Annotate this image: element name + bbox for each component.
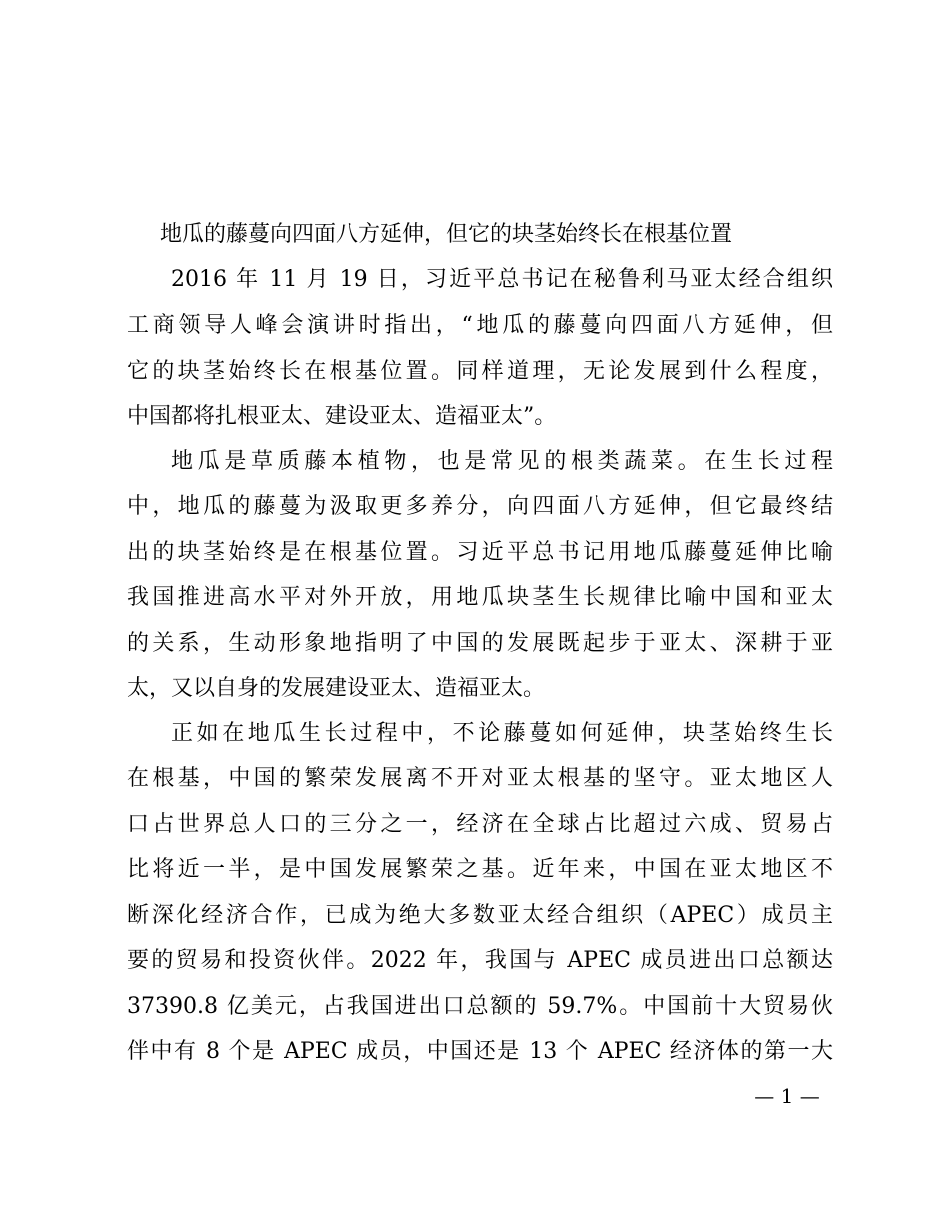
paragraph-3-line-3: 口占世界总人口的三分之一，经济在全球占比超过六成、贸易占 (127, 812, 833, 837)
paragraph-2-line-4: 我国推进高水平对外开放，用地瓜块茎生长规律比喻中国和亚太 (127, 585, 833, 610)
paragraph-1-line-4: 中国都将扎根亚太、建设亚太、造福亚太”。 (127, 404, 557, 429)
paragraph-3-line-4: 比将近一半，是中国发展繁荣之基。近年来，中国在亚太地区不 (127, 857, 833, 882)
paragraph-3-line-8: 伴中有 8 个是 APEC 成员，中国还是 13 个 APEC 经济体的第一大 (127, 1039, 833, 1064)
paragraph-2-line-2: 中，地瓜的藤蔓为汲取更多养分，向四面八方延伸，但它最终结 (127, 494, 833, 519)
paragraph-2-line-1: 地瓜是草质藤本植物，也是常见的根类蔬菜。在生长过程 (171, 449, 833, 474)
paragraph-3-line-7: 37390.8 亿美元，占我国进出口总额的 59.7%。中国前十大贸易伙 (127, 994, 833, 1019)
paragraph-3-line-1: 正如在地瓜生长过程中，不论藤蔓如何延伸，块茎始终生长 (171, 721, 833, 746)
paragraph-2-line-5: 的关系，生动形象地指明了中国的发展既起步于亚太、深耕于亚 (127, 631, 833, 656)
paragraph-2-line-3: 出的块茎始终是在根基位置。习近平总书记用地瓜藤蔓延伸比喻 (127, 540, 833, 565)
paragraph-3-line-2: 在根基，中国的繁荣发展离不开对亚太根基的坚守。亚太地区人 (127, 766, 833, 791)
paragraph-2-line-6: 太，又以自身的发展建设亚太、造福亚太。 (127, 676, 546, 701)
paragraph-1-line-2: 工商领导人峰会演讲时指出，“地瓜的藤蔓向四面八方延伸，但 (127, 313, 833, 338)
document-title: 地瓜的藤蔓向四面八方延伸，但它的块茎始终长在根基位置 (160, 222, 733, 247)
paragraph-3-line-5: 断深化经济合作，已成为绝大多数亚太经合组织（APEC）成员主 (127, 903, 833, 928)
paragraph-1-line-3: 它的块茎始终长在根基位置。同样道理，无论发展到什么程度， (127, 359, 833, 384)
paragraph-1-line-1: 2016 年 11 月 19 日，习近平总书记在秘鲁利马亚太经合组织 (171, 267, 833, 292)
paragraph-3-line-6: 要的贸易和投资伙伴。2022 年，我国与 APEC 成员进出口总额达 (127, 948, 833, 973)
page-number: — 1 — (754, 1084, 820, 1108)
